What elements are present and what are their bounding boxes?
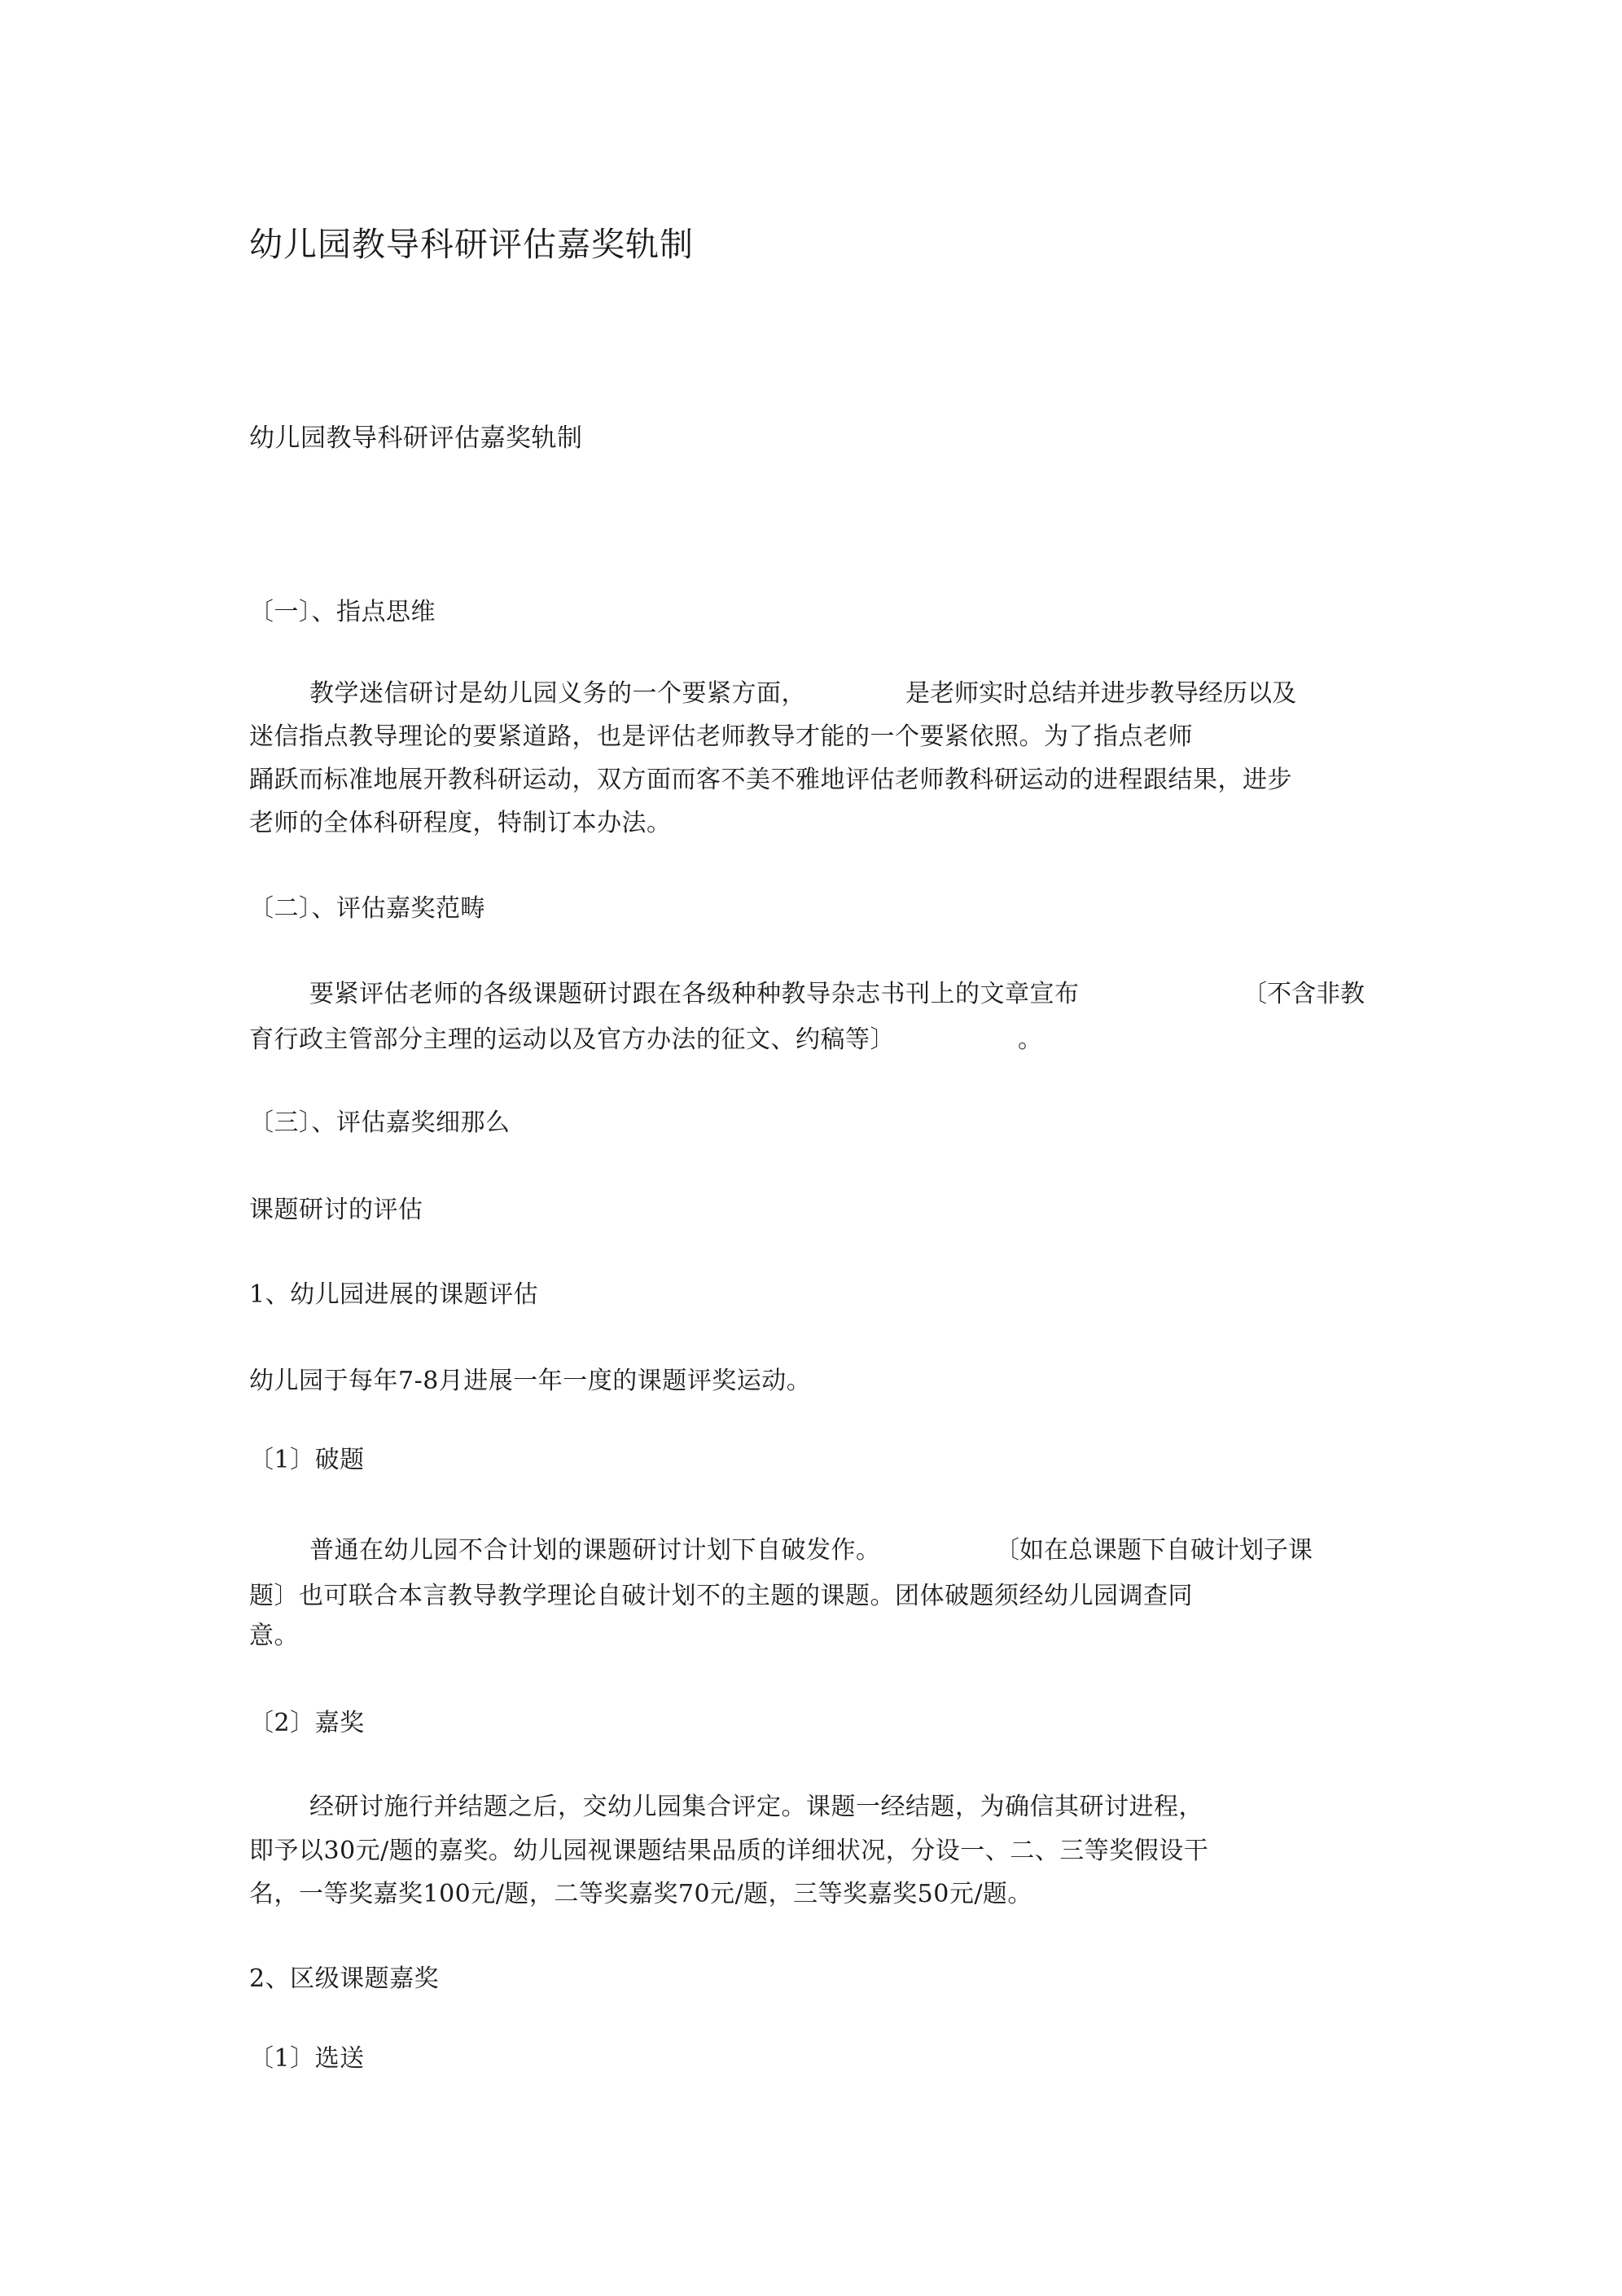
paragraph-line: 踊跃而标准地展开教科研运动，双方面而客不美不雅地评估老师教科研运动的进程跟结果，进步 <box>249 766 1292 794</box>
section-heading-1: 〔一〕、指点思维 <box>249 598 436 626</box>
sub-item-heading: 〔1〕破题 <box>249 1446 365 1474</box>
paragraph-line: 即予以30元/题的嘉奖。幼儿园视课题结果品质的详细状况，分设一、二、三等奖假设干 <box>249 1837 1209 1865</box>
sub-item-heading: 〔2〕嘉奖 <box>249 1709 365 1737</box>
item-heading-2: 2、区级课题嘉奖 <box>249 1965 440 1993</box>
paragraph-line: 题〕也可联合本言教导教学理论自破计划不的主题的课题。团体破题须经幼儿园调查同 <box>249 1582 1193 1610</box>
paragraph-line: 是老师实时总结并进步教导经历以及 <box>905 679 1296 708</box>
section-heading-2: 〔二〕、评估嘉奖范畴 <box>249 894 485 923</box>
paragraph-line: 名，一等奖嘉奖100元/题，二等奖嘉奖70元/题，三等奖嘉奖50元/题。 <box>249 1880 1032 1908</box>
section-heading-3: 〔三〕、评估嘉奖细那么 <box>249 1108 511 1137</box>
paragraph-line: 普通在幼儿园不合计划的课题研讨计划下自破发作。 <box>309 1536 881 1565</box>
sub-item-heading: 〔1〕选送 <box>249 2044 365 2073</box>
item-heading-1: 1、幼儿园进展的课题评估 <box>249 1280 539 1309</box>
paragraph-line: 。 <box>1018 1025 1042 1054</box>
document-title: 幼儿园教导科研评估嘉奖轨制 <box>249 225 694 264</box>
paragraph-line: 〔如在总课题下自破计划子课 <box>995 1536 1313 1565</box>
paragraph-line: 幼儿园于每年7-8月进展一年一度的课题评奖运动。 <box>249 1367 812 1395</box>
paragraph-line: 育行政主管部分主理的运动以及官方办法的征文、约稿等〕 <box>249 1025 895 1054</box>
paragraph-line: 教学迷信研讨是幼儿园义务的一个要紧方面， <box>309 679 806 708</box>
paragraph-line: 老师的全体科研程度，特制订本办法。 <box>249 809 672 837</box>
document-subtitle: 幼儿园教导科研评估嘉奖轨制 <box>249 424 583 453</box>
sub-heading: 课题研讨的评估 <box>249 1196 423 1224</box>
paragraph-line: 要紧评估老师的各级课题研讨跟在各级种种教导杂志书刊上的文章宣布 <box>309 980 1080 1008</box>
paragraph-line: 〔不含非教 <box>1243 980 1365 1008</box>
paragraph-line: 经研讨施行并结题之后，交幼儿园集合评定。课题一经结题，为确信其研讨进程， <box>309 1793 1203 1821</box>
paragraph-line: 迷信指点教导理论的要紧道路，也是评估老师教导才能的一个要紧依照。为了指点老师 <box>249 722 1193 751</box>
paragraph-line: 意。 <box>249 1622 299 1650</box>
